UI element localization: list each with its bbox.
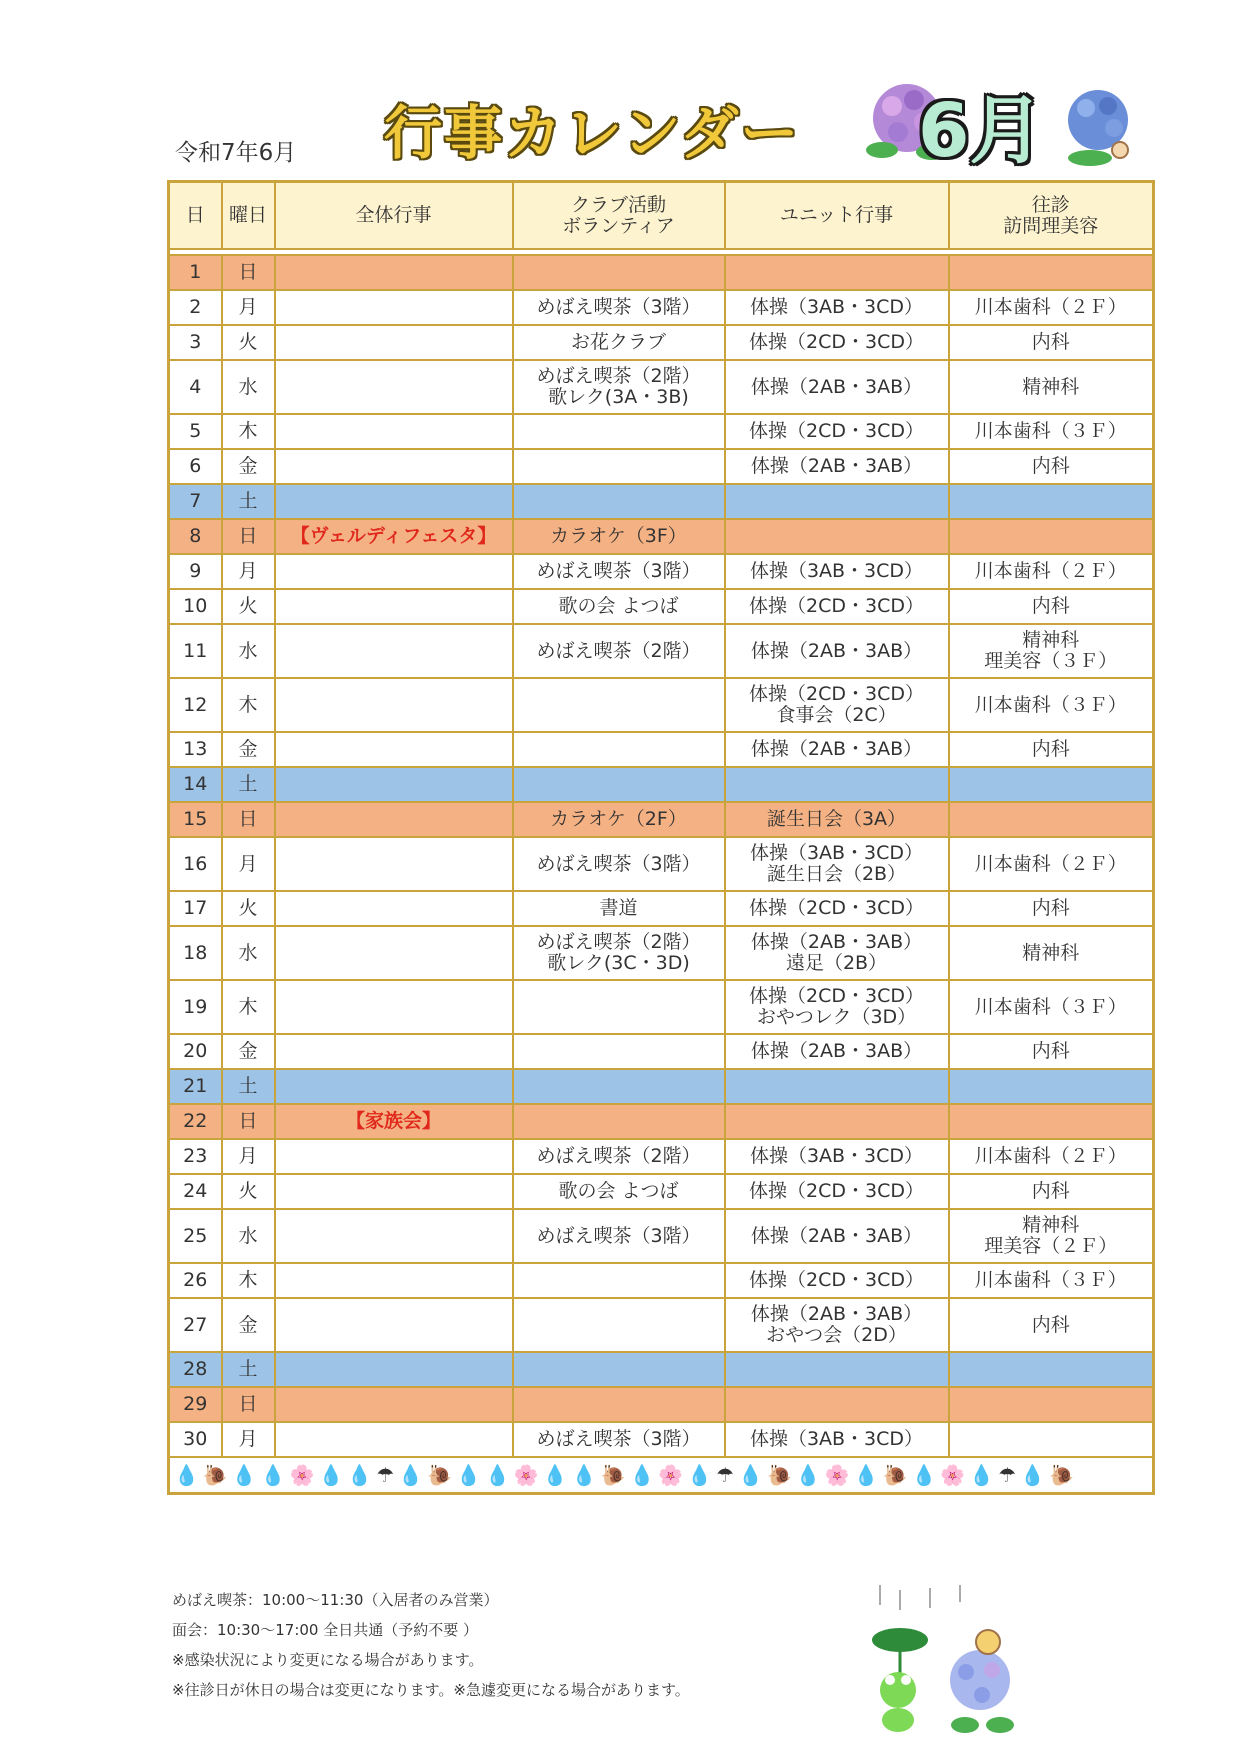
footer-decoration-row [169,1457,1154,1494]
weekday-cell: 月 [222,1422,275,1457]
general-event-cell [275,325,513,360]
visit-cell: 川本歯科（３Ｆ） [949,414,1154,449]
weekday-cell: 日 [222,1104,275,1139]
visit-cell [949,1422,1154,1457]
club-activity-cell: カラオケ（2F） [513,802,725,837]
unit-event-cell [725,767,949,802]
weekday-cell: 火 [222,1174,275,1209]
col-header-general: 全体行事 [275,182,513,250]
general-event-cell [275,255,513,290]
general-event-cell [275,980,513,1034]
visit-cell: 精神科 理美容（２Ｆ） [949,1209,1154,1263]
weekday-cell: 木 [222,980,275,1034]
day-cell: 23 [169,1139,222,1174]
club-activity-cell [513,678,725,732]
general-event-cell [275,624,513,678]
table-row [169,1263,1154,1298]
table-row [169,678,1154,732]
weekday-cell: 金 [222,1298,275,1352]
visit-cell [949,484,1154,519]
weekday-cell: 日 [222,1387,275,1422]
club-activity-cell: めばえ喫茶（2階） 歌レク(3A・3B) [513,360,725,414]
club-activity-cell [513,980,725,1034]
general-event-cell [275,1174,513,1209]
hydrangea-right-icon [1060,80,1140,170]
weekday-cell: 月 [222,1139,275,1174]
general-event-cell [275,1387,513,1422]
visit-cell: 内科 [949,1298,1154,1352]
day-cell: 12 [169,678,222,732]
general-event-cell [275,484,513,519]
raindrop-snail-border: 💧🐌💧💧🌸💧💧☂💧🐌💧💧🌸💧💧🐌💧🌸💧☂💧🐌💧🌸💧🐌💧🌸💧☂💧🐌 [169,1457,1154,1494]
note-infection: ※感染状況により変更になる場合があります。 [172,1651,484,1669]
club-activity-cell [513,484,725,519]
table-row [169,1034,1154,1069]
day-cell: 20 [169,1034,222,1069]
club-activity-cell: めばえ喫茶（3階） [513,837,725,891]
unit-event-cell: 体操（2CD・3CD） [725,1263,949,1298]
calendar-body [169,255,1154,1457]
club-activity-cell: めばえ喫茶（3階） [513,1209,725,1263]
day-cell: 15 [169,802,222,837]
general-event-cell [275,360,513,414]
table-row [169,891,1154,926]
day-cell: 28 [169,1352,222,1387]
unit-event-cell: 体操（2AB・3AB） [725,624,949,678]
day-cell: 30 [169,1422,222,1457]
general-event-cell [275,1352,513,1387]
visit-cell: 川本歯科（２Ｆ） [949,837,1154,891]
table-row [169,1174,1154,1209]
unit-event-cell [725,1352,949,1387]
general-event-cell [275,449,513,484]
general-event-cell [275,589,513,624]
table-row [169,767,1154,802]
weekday-cell: 日 [222,255,275,290]
club-activity-cell [513,767,725,802]
general-event-cell [275,554,513,589]
unit-event-cell: 体操（2CD・3CD） [725,1174,949,1209]
unit-event-cell: 体操（2CD・3CD） 食事会（2C） [725,678,949,732]
table-row [169,1298,1154,1352]
table-row [169,414,1154,449]
col-header-club: クラブ活動 ボランティア [513,182,725,250]
unit-event-cell: 体操（3AB・3CD） 誕生日会（2B） [725,837,949,891]
table-row [169,1387,1154,1422]
visit-cell: 内科 [949,1034,1154,1069]
unit-event-cell: 体操（2CD・3CD） [725,589,949,624]
club-activity-cell [513,1263,725,1298]
day-cell: 2 [169,290,222,325]
visit-cell: 川本歯科（２Ｆ） [949,554,1154,589]
table-row [169,837,1154,891]
table-row [169,589,1154,624]
day-cell: 5 [169,414,222,449]
table-header-row [169,182,1154,250]
weekday-cell: 金 [222,732,275,767]
table-row [169,732,1154,767]
day-cell: 1 [169,255,222,290]
day-cell: 19 [169,980,222,1034]
unit-event-cell: 体操（2AB・3AB） [725,360,949,414]
general-event-cell [275,1139,513,1174]
day-cell: 25 [169,1209,222,1263]
note-cafe-hours: めばえ喫茶：10:00～11:30（入居者のみ営業） [172,1591,499,1609]
general-event-cell [275,678,513,732]
table-row [169,554,1154,589]
table-row [169,484,1154,519]
general-event-cell [275,1263,513,1298]
table-row [169,802,1154,837]
frog-hydrangea-illustration [860,1580,1030,1740]
club-activity-cell [513,732,725,767]
club-activity-cell [513,255,725,290]
visit-cell: 川本歯科（２Ｆ） [949,1139,1154,1174]
weekday-cell: 火 [222,589,275,624]
table-row [169,980,1154,1034]
visit-cell [949,802,1154,837]
page-title: 行事カレンダー [384,99,801,167]
day-cell: 18 [169,926,222,980]
general-event-cell [275,891,513,926]
table-row [169,1422,1154,1457]
day-cell: 17 [169,891,222,926]
col-header-weekday: 曜日 [222,182,275,250]
club-activity-cell: めばえ喫茶（2階） [513,624,725,678]
table-row [169,255,1154,290]
general-event-cell [275,1069,513,1104]
unit-event-cell: 体操（3AB・3CD） [725,554,949,589]
visit-cell: 内科 [949,732,1154,767]
unit-event-cell: 体操（3AB・3CD） [725,290,949,325]
general-event-cell [275,926,513,980]
col-header-day: 日 [169,182,222,250]
club-activity-cell: カラオケ（3F） [513,519,725,554]
visit-cell: 内科 [949,325,1154,360]
club-activity-cell [513,1387,725,1422]
club-activity-cell [513,1298,725,1352]
unit-event-cell: 体操（2AB・3AB） おやつ会（2D） [725,1298,949,1352]
general-event-cell [275,802,513,837]
weekday-cell: 土 [222,767,275,802]
club-activity-cell: めばえ喫茶（3階） [513,554,725,589]
table-row [169,1104,1154,1139]
era-date: 令和7年6月 [175,140,297,166]
general-event-cell [275,1422,513,1457]
general-event-cell [275,837,513,891]
general-event-cell [275,1034,513,1069]
weekday-cell: 日 [222,519,275,554]
visit-cell [949,767,1154,802]
unit-event-cell [725,484,949,519]
unit-event-cell [725,519,949,554]
unit-event-cell: 体操（2CD・3CD） [725,891,949,926]
unit-event-cell: 体操（2AB・3AB） 遠足（2B） [725,926,949,980]
club-activity-cell: お花クラブ [513,325,725,360]
day-cell: 7 [169,484,222,519]
visit-cell: 内科 [949,1174,1154,1209]
weekday-cell: 金 [222,449,275,484]
table-row [169,325,1154,360]
club-activity-cell: めばえ喫茶（3階） [513,290,725,325]
month-label: 6月 [918,88,1044,174]
club-activity-cell: めばえ喫茶（3階） [513,1422,725,1457]
general-event-cell [275,414,513,449]
weekday-cell: 火 [222,325,275,360]
visit-cell: 内科 [949,891,1154,926]
visit-cell: 精神科 [949,360,1154,414]
visit-cell [949,519,1154,554]
weekday-cell: 木 [222,414,275,449]
weekday-cell: 月 [222,837,275,891]
table-row [169,290,1154,325]
general-event-cell: 【家族会】 [275,1104,513,1139]
visit-cell: 川本歯科（２Ｆ） [949,290,1154,325]
club-activity-cell: めばえ喫茶（2階） 歌レク(3C・3D) [513,926,725,980]
unit-event-cell: 体操（2AB・3AB） [725,1209,949,1263]
general-event-cell [275,290,513,325]
unit-event-cell: 体操（2AB・3AB） [725,449,949,484]
table-row [169,1209,1154,1263]
col-header-visit: 往診 訪問理美容 [949,182,1154,250]
day-cell: 3 [169,325,222,360]
general-event-cell: 【ヴェルディフェスタ】 [275,519,513,554]
note-schedule-change: ※往診日が休日の場合は変更になります。※急遽変更になる場合があります。 [172,1681,690,1699]
weekday-cell: 水 [222,926,275,980]
club-activity-cell [513,1034,725,1069]
table-row [169,1352,1154,1387]
table-row [169,926,1154,980]
club-activity-cell [513,1352,725,1387]
visit-cell: 精神科 理美容（３Ｆ） [949,624,1154,678]
club-activity-cell [513,1104,725,1139]
table-row [169,360,1154,414]
col-header-unit: ユニット行事 [725,182,949,250]
table-row [169,1069,1154,1104]
day-cell: 6 [169,449,222,484]
table-row [169,449,1154,484]
notes-section [172,1585,690,1705]
club-activity-cell [513,414,725,449]
weekday-cell: 月 [222,554,275,589]
day-cell: 24 [169,1174,222,1209]
weekday-cell: 水 [222,624,275,678]
general-event-cell [275,732,513,767]
general-event-cell [275,767,513,802]
unit-event-cell: 体操（2CD・3CD） [725,414,949,449]
note-visit-hours: 面会：10:30～17:00 全日共通（予約不要 ） [172,1621,478,1639]
visit-cell [949,1387,1154,1422]
day-cell: 27 [169,1298,222,1352]
visit-cell [949,1352,1154,1387]
visit-cell: 内科 [949,589,1154,624]
visit-cell [949,1104,1154,1139]
unit-event-cell [725,1069,949,1104]
day-cell: 14 [169,767,222,802]
table-row [169,624,1154,678]
weekday-cell: 月 [222,290,275,325]
unit-event-cell [725,1104,949,1139]
general-event-cell [275,1209,513,1263]
general-event-cell [275,1298,513,1352]
weekday-cell: 土 [222,1352,275,1387]
day-cell: 8 [169,519,222,554]
club-activity-cell: めばえ喫茶（2階） [513,1139,725,1174]
unit-event-cell: 体操（3AB・3CD） [725,1139,949,1174]
weekday-cell: 水 [222,360,275,414]
day-cell: 29 [169,1387,222,1422]
club-activity-cell [513,1069,725,1104]
visit-cell: 精神科 [949,926,1154,980]
visit-cell: 川本歯科（３Ｆ） [949,980,1154,1034]
visit-cell [949,1069,1154,1104]
day-cell: 13 [169,732,222,767]
unit-event-cell: 体操（2AB・3AB） [725,732,949,767]
weekday-cell: 金 [222,1034,275,1069]
club-activity-cell: 歌の会 よつば [513,589,725,624]
unit-event-cell: 誕生日会（3A） [725,802,949,837]
weekday-cell: 土 [222,1069,275,1104]
weekday-cell: 日 [222,802,275,837]
club-activity-cell: 歌の会 よつば [513,1174,725,1209]
weekday-cell: 木 [222,1263,275,1298]
club-activity-cell: 書道 [513,891,725,926]
weekday-cell: 土 [222,484,275,519]
day-cell: 11 [169,624,222,678]
table-row [169,1139,1154,1174]
visit-cell: 川本歯科（３Ｆ） [949,678,1154,732]
visit-cell: 川本歯科（３Ｆ） [949,1263,1154,1298]
club-activity-cell [513,449,725,484]
day-cell: 22 [169,1104,222,1139]
day-cell: 10 [169,589,222,624]
weekday-cell: 火 [222,891,275,926]
event-calendar-table [167,180,1155,1495]
table-row [169,519,1154,554]
day-cell: 9 [169,554,222,589]
weekday-cell: 水 [222,1209,275,1263]
unit-event-cell: 体操（3AB・3CD） [725,1422,949,1457]
visit-cell [949,255,1154,290]
unit-event-cell: 体操（2CD・3CD） おやつレク（3D） [725,980,949,1034]
day-cell: 16 [169,837,222,891]
unit-event-cell [725,1387,949,1422]
day-cell: 21 [169,1069,222,1104]
unit-event-cell: 体操（2CD・3CD） [725,325,949,360]
weekday-cell: 木 [222,678,275,732]
visit-cell: 内科 [949,449,1154,484]
day-cell: 26 [169,1263,222,1298]
unit-event-cell: 体操（2AB・3AB） [725,1034,949,1069]
day-cell: 4 [169,360,222,414]
unit-event-cell [725,255,949,290]
